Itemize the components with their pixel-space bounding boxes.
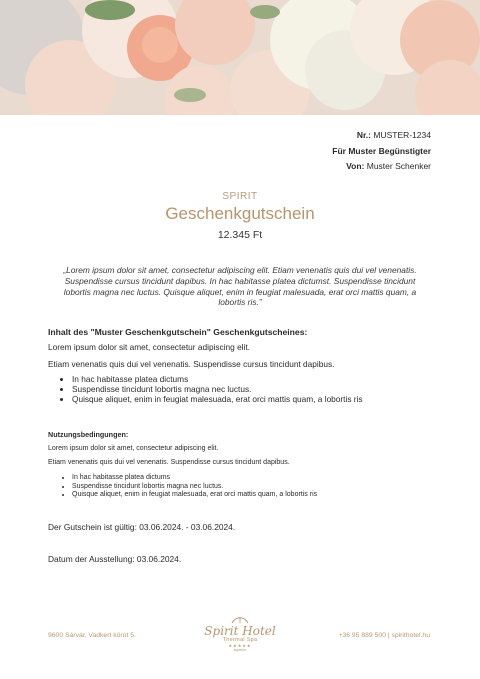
voucher-quote: „Lorem ipsum dolor sit amet, consectetur adipiscing elit. Etiam venenatis quis dui vel venenatis. Suspendisse cursus tincidunt dapibus. In hac habitasse platea dictumst. Suspendisse tincidunt lobortis magna nec luctus. Quisque aliquet, enim in feugiat malesuada, erat orci mattis quam, a lobortis ris.” — [63, 265, 417, 308]
list-item: • Quisque aliquet, enim in feugiat malesuada, erat orci mattis quam, a lobortis ris — [72, 491, 472, 500]
voucher-number-label: Nr.: — [356, 130, 371, 140]
voucher-title: Geschenkgutschein — [165, 204, 315, 223]
logo-subtitle: Thermal Spa — [222, 637, 258, 643]
list-item: • In hac habitasse platea dictums — [72, 374, 472, 384]
logo-stars: ★★★★★ — [228, 643, 252, 648]
logo-leaf-icon — [230, 614, 250, 624]
list-item: • Suspendisse tincidunt lobortis magna nec luctus. — [72, 483, 472, 492]
sender-label: Von: — [346, 161, 365, 171]
terms-list — [48, 474, 472, 500]
list-item: • Suspendisse tincidunt lobortis magna nec luctus. — [72, 384, 472, 394]
hotel-logo — [200, 614, 280, 652]
voucher-amount: 12.345 Ft — [217, 229, 263, 241]
logo-superior: superior — [233, 648, 247, 652]
list-item: • Quisque aliquet, enim in feugiat malesuada, erat orci mattis quam, a lobortis ris — [72, 394, 472, 404]
brand-name: SPIRIT — [222, 191, 258, 202]
recipient-line — [332, 144, 431, 160]
issue-date: Datum der Ausstellung: 03.06.2024. — [48, 554, 182, 564]
list-item: • In hac habitasse platea dictums — [72, 474, 472, 483]
recipient-name: Für Muster Begünstigter — [332, 145, 431, 156]
terms-paragraph-1: Lorem ipsum dolor sit amet, consectetur adipiscing elit. — [48, 445, 219, 452]
contents-heading: Inhalt des "Muster Geschenkgutschein" Geschenkgutscheines: — [48, 327, 308, 337]
voucher-number-value: MUSTER-1234 — [373, 130, 431, 140]
terms-paragraph-2: Etiam venenatis quis dui vel venenatis. Suspendisse cursus tincidunt dapibus. — [48, 459, 290, 466]
sender-line — [332, 159, 431, 175]
logo-text: Spirit Hotel — [204, 624, 276, 638]
hero-roses-image — [0, 0, 480, 115]
footer-address: 9600 Sárvár, Vadkert körút 5. — [48, 632, 136, 639]
contents-paragraph-2: Etiam venenatis quis dui vel venenatis. Suspendisse cursus tincidunt dapibus. — [48, 359, 335, 369]
footer-contact: +36 95 889 500 | spirithotel.hu — [338, 632, 430, 639]
contents-list — [48, 374, 472, 404]
voucher-meta — [332, 128, 431, 175]
sender-name: Muster Schenker — [366, 161, 431, 171]
terms-heading: Nutzungsbedingungen: — [48, 430, 129, 439]
contents-paragraph-1: Lorem ipsum dolor sit amet, consectetur adipiscing elit. — [48, 342, 250, 352]
voucher-number — [332, 128, 431, 144]
validity-period: Der Gutschein ist gültig: 03.06.2024. - 03.06.2024. — [48, 522, 236, 532]
